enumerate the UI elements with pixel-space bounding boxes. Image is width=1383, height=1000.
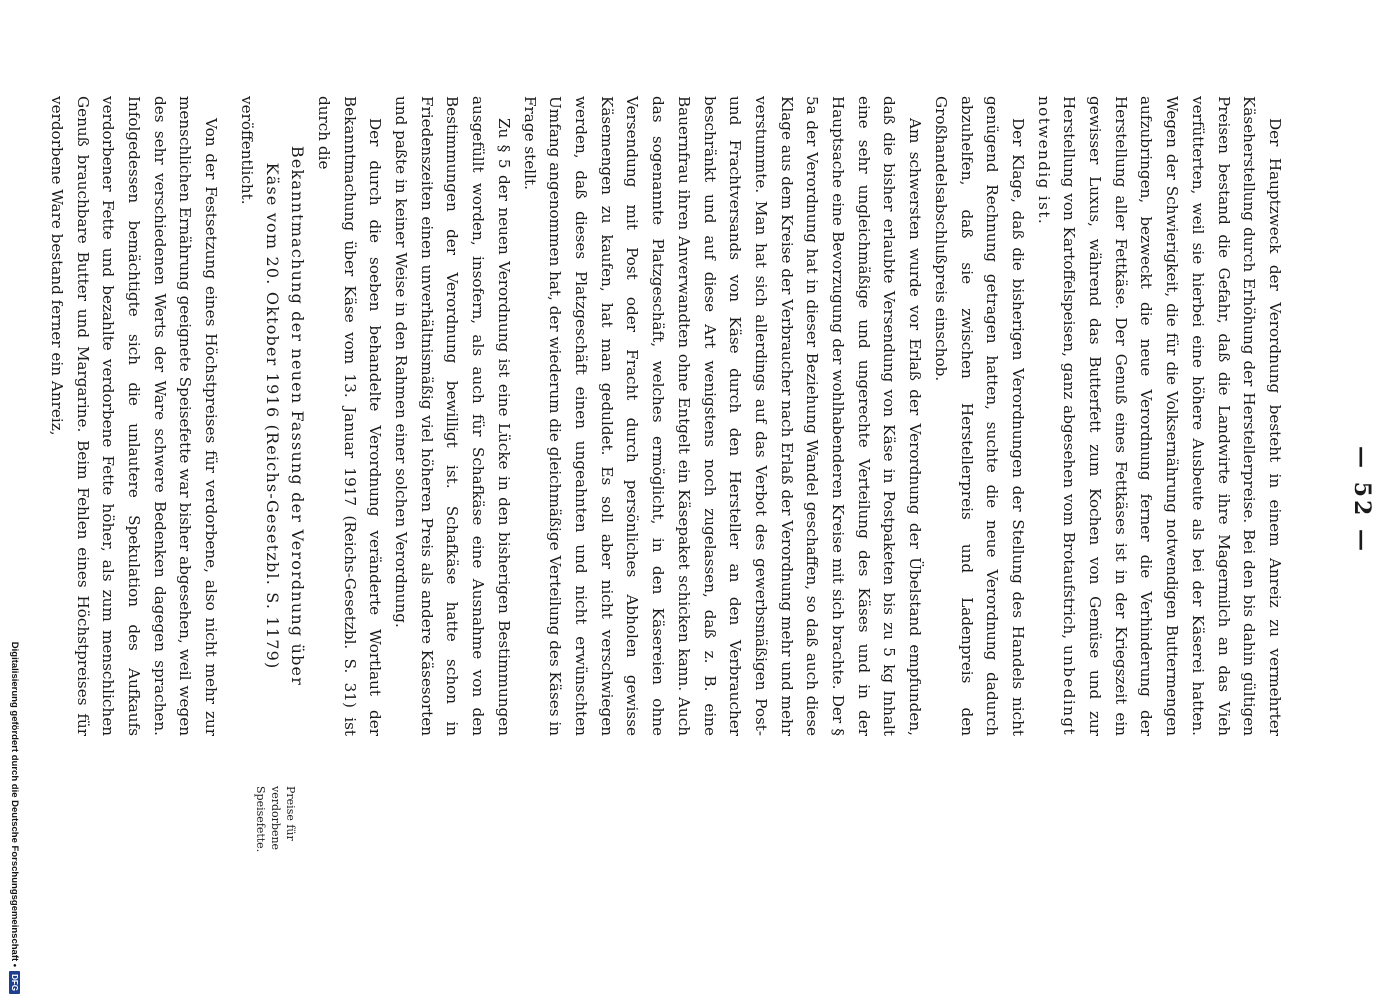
emphasis-necessary: unbedingt notwendig ist. <box>1034 96 1079 736</box>
paragraph-announcement-intro: Der durch die soeben behandelte Verordnung veränderte Wortlaut der Bekanntmachung über Käse vom 13. Januar 1917 (Reichs-Gesetzbl. S. 31) ist durch die <box>314 96 385 736</box>
paragraph-gap <box>223 96 233 736</box>
announcement-title: Bekanntmachung der neuen Fassung der Verordnung über Käse vom 20. Oktober 1916 (Reichs-Gesetzbl. S. 1179) <box>262 145 308 687</box>
body-text <box>43 96 1287 736</box>
paragraph-sheep-cheese: Zu § 5 der neuen Verordnung ist eine Lücke in den bisherigen Bestimmungen ausgefüllt worden, insofern, als auch für Schafkäse eine Ausnahme von den Bestimmungen der Verordnung bewilligt ist. Schafkäse hatte schon in Friedenszeiten einen unverhältnismäßig viel höheren Preis als andere Käsesorten und paßte in keiner Weise in den Rahmen einer solchen Verordnung. <box>392 96 513 736</box>
paragraph-trade-complaint: Der Klage, daß die bisherigen Verordnungen der Stellung des Handels nicht genügend Rechnung getragen hatten, suchte die neue Verordnung dadurch abzuhelfen, daß sie zwischen Herstellerpreis und Ladenpreis den Großhandelsabschlußpreis einschob. <box>931 96 1027 736</box>
paragraph-spoiled-fats: Von der Festsetzung eines Höchstpreises für verdorbene, also nicht mehr zur menschlichen Ernährung geeignete Speisefette war bisher abgesehen, weil wegen des sehr verschiedenen Werts der Ware schwere Bedenken dagegen sprachen. Infolgedessen bemächtigte sich die unlautere Spekulation des Aufkaufs verdorbener Fette und bezahlte verdorbene Fette höher, als zum menschlichen Genuß brauchbare Butter und Margarine. Beim Fehlen eines Höchstpreises für verdorbene Ware bestand ferner ein Anreiz, <box>47 96 221 736</box>
dfg-logo-icon: DFG <box>10 971 21 994</box>
digitization-credit <box>3 0 27 1000</box>
paragraph-published: veröffentlicht. <box>237 96 256 205</box>
paragraph-main-purpose <box>1030 96 1287 736</box>
digitization-credit-text: Digitalisierung gefördert durch die Deutsche Forschungsgemeinschaft • <box>9 641 21 968</box>
paragraph-postal-shipping: Am schwersten wurde vor Erlaß der Verordnung der Übelstand empfunden, daß die bisher erlaubte Versendung von Käse in Postpaketen bis zu 5 kg Inhalt eine sehr ungleichmäßige und ungerechte Verteilung des Käses und in der Hauptsache eine Bevorzugung der wohlhabenderen Kreise mit sich brachte. Der § 5a der Verordnung hat in dieser Beziehung Wandel geschaffen, so daß auch diese Klage aus dem Kreise der Verbraucher nach Erlaß der Verordnung mehr und mehr verstummte. Man hat sich allerdings auf das Verbot des gewerbsmäßigen Post- und Frachtversands von Käse durch den Hersteller an den Verbraucher beschränkt und auf diese Art wenigstens noch zugelassen, daß z. B. eine Bauernfrau ihren Anverwandten ohne Entgelt ein Käsepaket schicken kann. Auch das sogenannte Platzgeschäft, welches ermöglicht, in den Käsereien ohne Versendung mit Post oder Fracht durch persönliches Abholen gewisse Käsemengen zu kaufen, hat man geduldet. Es soll aber nicht verschwiegen werden, daß dieses Platzgeschäft einen ungeahnten und nicht erwünschten Umfang angenommen hat, der wiederum die gleichmäßige Verteilung des Käses in Frage stellt. <box>520 96 925 736</box>
paragraph-main-purpose-text: Der Hauptzweck der Verordnung besteht in einem Anreiz zu vermehrter Käseherstellung durch Erhöhung der Herstellerpreise. Bei den bis dahin gültigen Preisen bestand die Gefahr, daß die Landwirte ihre Magermilch an das Vieh verfütterten, weil sie hierbei eine höhere Ausbeute als bei der Käserei hatten. Wegen der Schwierigkeit, die für die Volksernährung notwendigen Buttermengen aufzubringen, bezweckt die neue Verordnung ferner die Verhinderung der Herstellung aller Fettkäse. Der Genuß eines Fettkäses ist in der Kriegszeit ein gewisser Luxus, während das Butterfett zum Kochen von Gemüse und zur Herstellung von Kartoffelspeisen, ganz abgesehen vom Brotaufstrich, <box>1060 96 1284 736</box>
margin-note: Preise für verdorbene Speisefette. <box>254 786 297 853</box>
page-number: — 52 — <box>1349 446 1375 554</box>
